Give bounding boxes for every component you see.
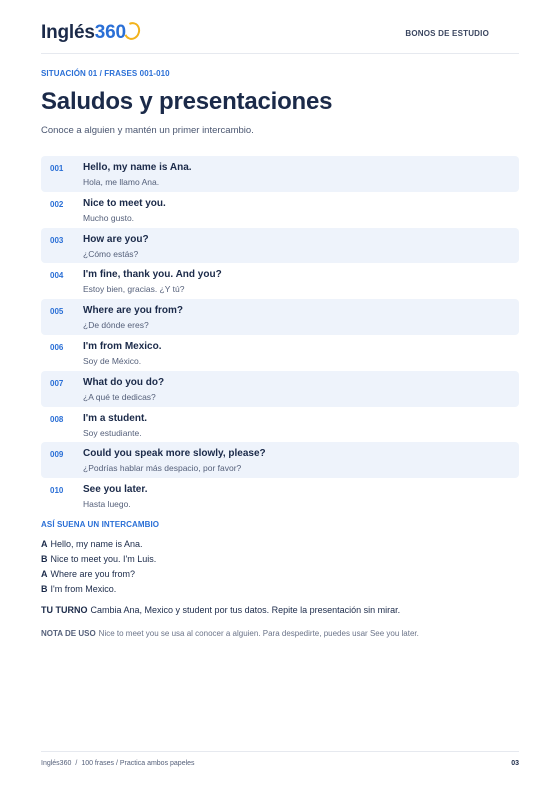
dialogue-text: Where are you from? bbox=[50, 569, 136, 579]
phrase-english: What do you do? bbox=[83, 376, 165, 388]
phrase-item bbox=[41, 407, 519, 443]
phrase-english: I'm fine, thank you. And you? bbox=[83, 269, 222, 281]
page-header bbox=[41, 20, 519, 54]
phrase-number: 002 bbox=[50, 199, 64, 209]
dialogue-speaker: A bbox=[41, 539, 48, 549]
header-tag: BONOS DE ESTUDIO bbox=[405, 29, 489, 38]
dialogue-line bbox=[41, 582, 156, 597]
dialogue-speaker: B bbox=[41, 584, 48, 594]
phrase-number: 004 bbox=[50, 271, 64, 281]
phrase-item bbox=[41, 478, 519, 514]
phrase-spanish: Estoy bien, gracias. ¿Y tú? bbox=[83, 284, 185, 295]
usage-note bbox=[41, 629, 519, 638]
logo-number: 360 bbox=[94, 22, 126, 43]
phrase-number: 010 bbox=[50, 486, 64, 496]
phrase-number: 005 bbox=[50, 307, 64, 317]
phrase-item bbox=[41, 263, 519, 299]
dialogue-heading: ASÍ SUENA UN INTERCAMBIO bbox=[41, 520, 160, 529]
phrase-number: 009 bbox=[50, 450, 64, 460]
phrase-spanish: Soy estudiante. bbox=[83, 427, 142, 438]
usage-note-label: NOTA DE USO bbox=[41, 629, 96, 638]
page bbox=[41, 0, 519, 792]
phrase-list bbox=[41, 156, 519, 514]
phrase-item bbox=[41, 335, 519, 371]
page-subtitle: Conoce a alguien y mantén un primer intercambio. bbox=[41, 125, 254, 136]
phrase-item bbox=[41, 371, 519, 407]
page-footer bbox=[41, 751, 519, 782]
phrase-english: Where are you from? bbox=[83, 305, 184, 317]
logo-text: Inglés bbox=[41, 22, 95, 43]
phrase-number: 003 bbox=[50, 235, 64, 245]
phrase-number: 007 bbox=[50, 378, 64, 388]
your-turn-label: TU TURNO bbox=[41, 605, 88, 615]
phrase-english: Hello, my name is Ana. bbox=[83, 162, 192, 173]
footer-separator: / bbox=[75, 760, 78, 767]
phrase-spanish: ¿Cómo estás? bbox=[83, 248, 139, 259]
phrase-number: 001 bbox=[50, 164, 64, 173]
footer-brand: Inglés360 bbox=[41, 760, 72, 767]
dialogue-speaker: A bbox=[41, 569, 48, 579]
dialogue-text: Hello, my name is Ana. bbox=[50, 539, 143, 549]
phrase-english: See you later. bbox=[83, 484, 148, 496]
phrase-english: I'm from Mexico. bbox=[83, 340, 162, 352]
dialogue-line bbox=[41, 552, 156, 567]
phrase-item bbox=[41, 228, 519, 264]
dialogue-speaker: B bbox=[41, 554, 48, 564]
phrase-english: Could you speak more slowly, please? bbox=[83, 448, 266, 460]
dialogue-text: Nice to meet you. I'm Luis. bbox=[50, 554, 157, 564]
dialogue-list bbox=[41, 537, 156, 597]
phrase-english: I'm a student. bbox=[83, 412, 148, 424]
page-number: 03 bbox=[511, 760, 519, 767]
dialogue-line bbox=[41, 537, 156, 552]
footer-info bbox=[41, 760, 195, 767]
situation-eyebrow: SITUACIÓN 01 / FRASES 001-010 bbox=[41, 69, 170, 78]
phrase-number: 006 bbox=[50, 342, 64, 352]
phrase-item bbox=[41, 156, 519, 192]
footer-text: 100 frases / Practica ambos papeles bbox=[81, 760, 195, 767]
phrase-english: How are you? bbox=[83, 233, 149, 245]
phrase-spanish: Mucho gusto. bbox=[83, 212, 135, 223]
phrase-spanish: ¿Podrías hablar más despacio, por favor? bbox=[83, 463, 242, 474]
your-turn bbox=[41, 605, 400, 615]
dialogue-line bbox=[41, 567, 156, 582]
phrase-item bbox=[41, 442, 519, 478]
phrase-item bbox=[41, 299, 519, 335]
phrase-english: Nice to meet you. bbox=[83, 197, 166, 209]
phrase-spanish: ¿A qué te dedicas? bbox=[83, 391, 156, 402]
logo bbox=[41, 22, 126, 44]
phrase-item bbox=[41, 192, 519, 228]
phrase-spanish: Soy de México. bbox=[83, 355, 142, 366]
usage-note-text: Nice to meet you se usa al conocer a alguien. Para despedirte, puedes usar See you later. bbox=[98, 629, 419, 638]
phrase-spanish: ¿De dónde eres? bbox=[83, 320, 149, 331]
page-title: Saludos y presentaciones bbox=[41, 88, 333, 115]
phrase-spanish: Hasta luego. bbox=[83, 499, 131, 510]
your-turn-text: Cambia Ana, Mexico y student por tus datos. Repite la presentación sin mirar. bbox=[90, 605, 401, 615]
phrase-number: 008 bbox=[50, 414, 64, 424]
phrase-spanish: Hola, me llamo Ana. bbox=[83, 177, 160, 187]
dialogue-text: I'm from Mexico. bbox=[50, 584, 117, 594]
